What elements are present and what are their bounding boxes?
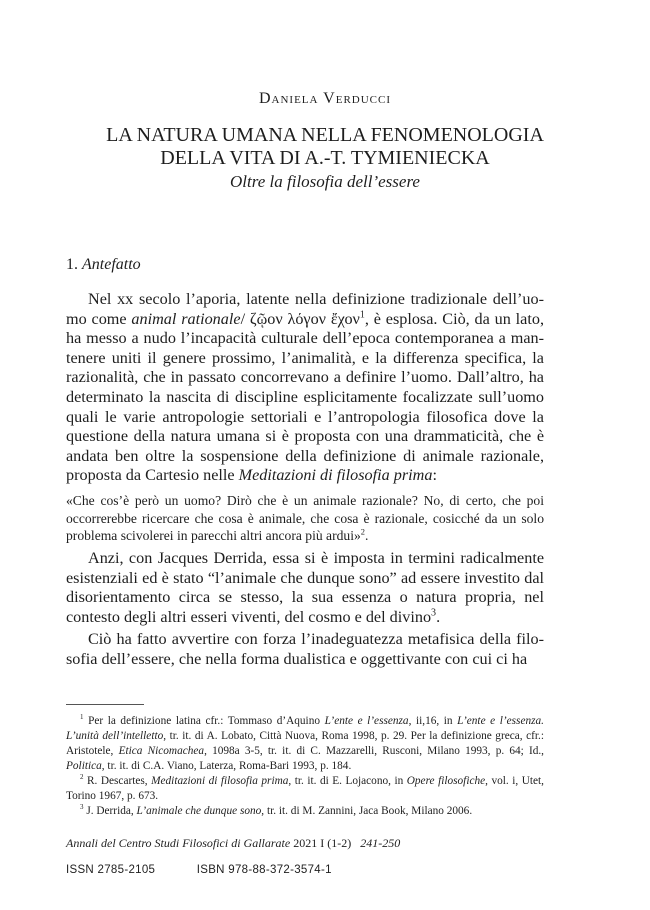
fn1-text-d: , 1098a 3-5, tr. it. di C. Mazzarelli, Rusconi, Milano 1993, p. 64; Id., [204, 745, 545, 757]
p1-text-d: : [432, 466, 437, 485]
fn1-italic-1: L’ente e l’essenza [324, 715, 409, 727]
footnotes [66, 714, 544, 819]
journal-pages: 241-250 [360, 836, 401, 850]
footnote-3 [66, 804, 544, 819]
quote-end: . [365, 528, 369, 543]
fn1-italic-2: L’ente e l’essenza. L’unità dell’intelletto [66, 715, 544, 742]
issn: ISSN 2785-2105 [66, 864, 156, 876]
author-name: Daniela Verducci [258, 90, 392, 107]
footnote-number: 2 [80, 773, 84, 782]
footnote-divider [66, 704, 144, 705]
p1-text-greek: / ζῷον λόγον ἔχον [240, 309, 360, 328]
fn2-text-b: , tr. it. di E. Lojacono, in [288, 775, 407, 787]
fn1-italic-4: Politica [66, 760, 102, 772]
p1-italic-animal-rationale: animal rationale [131, 309, 241, 328]
p2-end: . [436, 607, 441, 626]
fn1-text-a: Per la definizione latina cfr.: Tommaso d’Aquino [83, 715, 325, 727]
title-line-2: DELLA VITA DI A.-T. TYMIENIECKA [160, 147, 490, 169]
fn2-italic-1: Meditazioni di filosofia prima [151, 775, 289, 787]
p1-text-a: Nel xx secolo l’aporia, latente nella definizione tradizionale dell’uomo come [66, 290, 544, 328]
paragraph-2 [66, 549, 544, 627]
footnote-number: 1 [80, 713, 84, 722]
footnote-ref-3[interactable]: 3 [431, 607, 437, 619]
paragraph-3: Ciò ha fatto avvertire con forza l’inadeguatezza metafisica della filosofia dell’essere, che nella forma dualistica e oggettivante con cui ci ha [66, 630, 544, 668]
fn1-text-b: , ii,16, in [408, 715, 458, 727]
article-subtitle: Oltre la filosofia dell’essere [230, 172, 420, 191]
fn3-text-a: J. Derrida, [83, 805, 137, 817]
footnote-1 [66, 714, 544, 774]
fn2-italic-2: Opere filosofiche [406, 775, 486, 787]
fn3-italic-1: L’animale che dunque sono [136, 805, 262, 817]
article-title [40, 124, 610, 170]
isbn: ISBN 978-88-372-3574-1 [196, 864, 332, 876]
block-quote [66, 492, 544, 545]
p1-text-c: , è esplosa. Ciò, da un lato, ha messo a nudo l’incapacità culturale dell’epoca contemporanea a mantenere uniti il genere prossimo, l’animalità, e la differenza specifica, la razionalità, che in passato concorrevano a definire l’uomo. Dall’altro, ha determinato la nascita di discipline esplicitamente focalizzate sull’uomo quali le varie antropologie settoriali e l’antropologia filosofica dove la questione della natura umana si è proposta con una drammaticità, che è andata ben oltre la sospensione della definizione di animale razionale, proposta da Cartesio nelle [66, 309, 544, 485]
quote-text: «Che cos’è però un uomo? Dirò che è un animale razionale? No, di certo, che poi occorrerebbe ricercare che cosa è animale, che cosa è razionale, cosicché da un solo problema scivolerei in parecchi altri ancora più ardui» [66, 493, 544, 543]
paragraph-1 [66, 290, 544, 486]
fn2-text-c: , vol. i, Utet, Torino 1967, p. 673. [66, 775, 544, 802]
title-line-1: LA NATURA UMANA NELLA FENOMENOLOGIA [106, 124, 544, 146]
footnote-ref-1[interactable]: 1 [359, 309, 365, 321]
fn1-italic-3: Etica Nicomachea [118, 745, 205, 757]
journal-name: Annali del Centro Studi Filosofici di Gallarate [66, 836, 291, 850]
footnote-2 [66, 774, 544, 804]
p2-text: Anzi, con Jacques Derrida, essa si è imposta in termini radicalmente esistenziali ed è stato “l’animale che dunque sono” ad essere investito dal disorientamento circa se stesso, la sua essenza o natura propria, nel contesto degli altri esseri viventi, del cosmo e del divino [66, 549, 544, 626]
section-heading [66, 256, 141, 274]
journal-issue: 2021 I (1-2) [293, 836, 352, 850]
fn2-text-a: R. Descartes, [83, 775, 152, 787]
fn3-text-b: , tr. it. di M. Zannini, Jaca Book, Milano 2006. [261, 805, 473, 817]
fn1-text-e: , tr. it. di C.A. Viano, Laterza, Roma-Bari 1993, p. 184. [101, 760, 352, 772]
fn1-text-c: , tr. it. di A. Lobato, Città Nuova, Roma 1998, p. 29. Per la definizione greca, cfr.: Aristotele, [66, 730, 544, 757]
identifiers [66, 864, 332, 876]
footnote-ref-2[interactable]: 2 [360, 526, 365, 537]
footnote-number: 3 [80, 803, 84, 812]
section-name: Antefatto [82, 256, 141, 273]
p1-italic-meditazioni: Meditazioni di filosofia prima [238, 466, 433, 485]
section-number: 1. [66, 256, 78, 273]
journal-citation [66, 836, 400, 851]
